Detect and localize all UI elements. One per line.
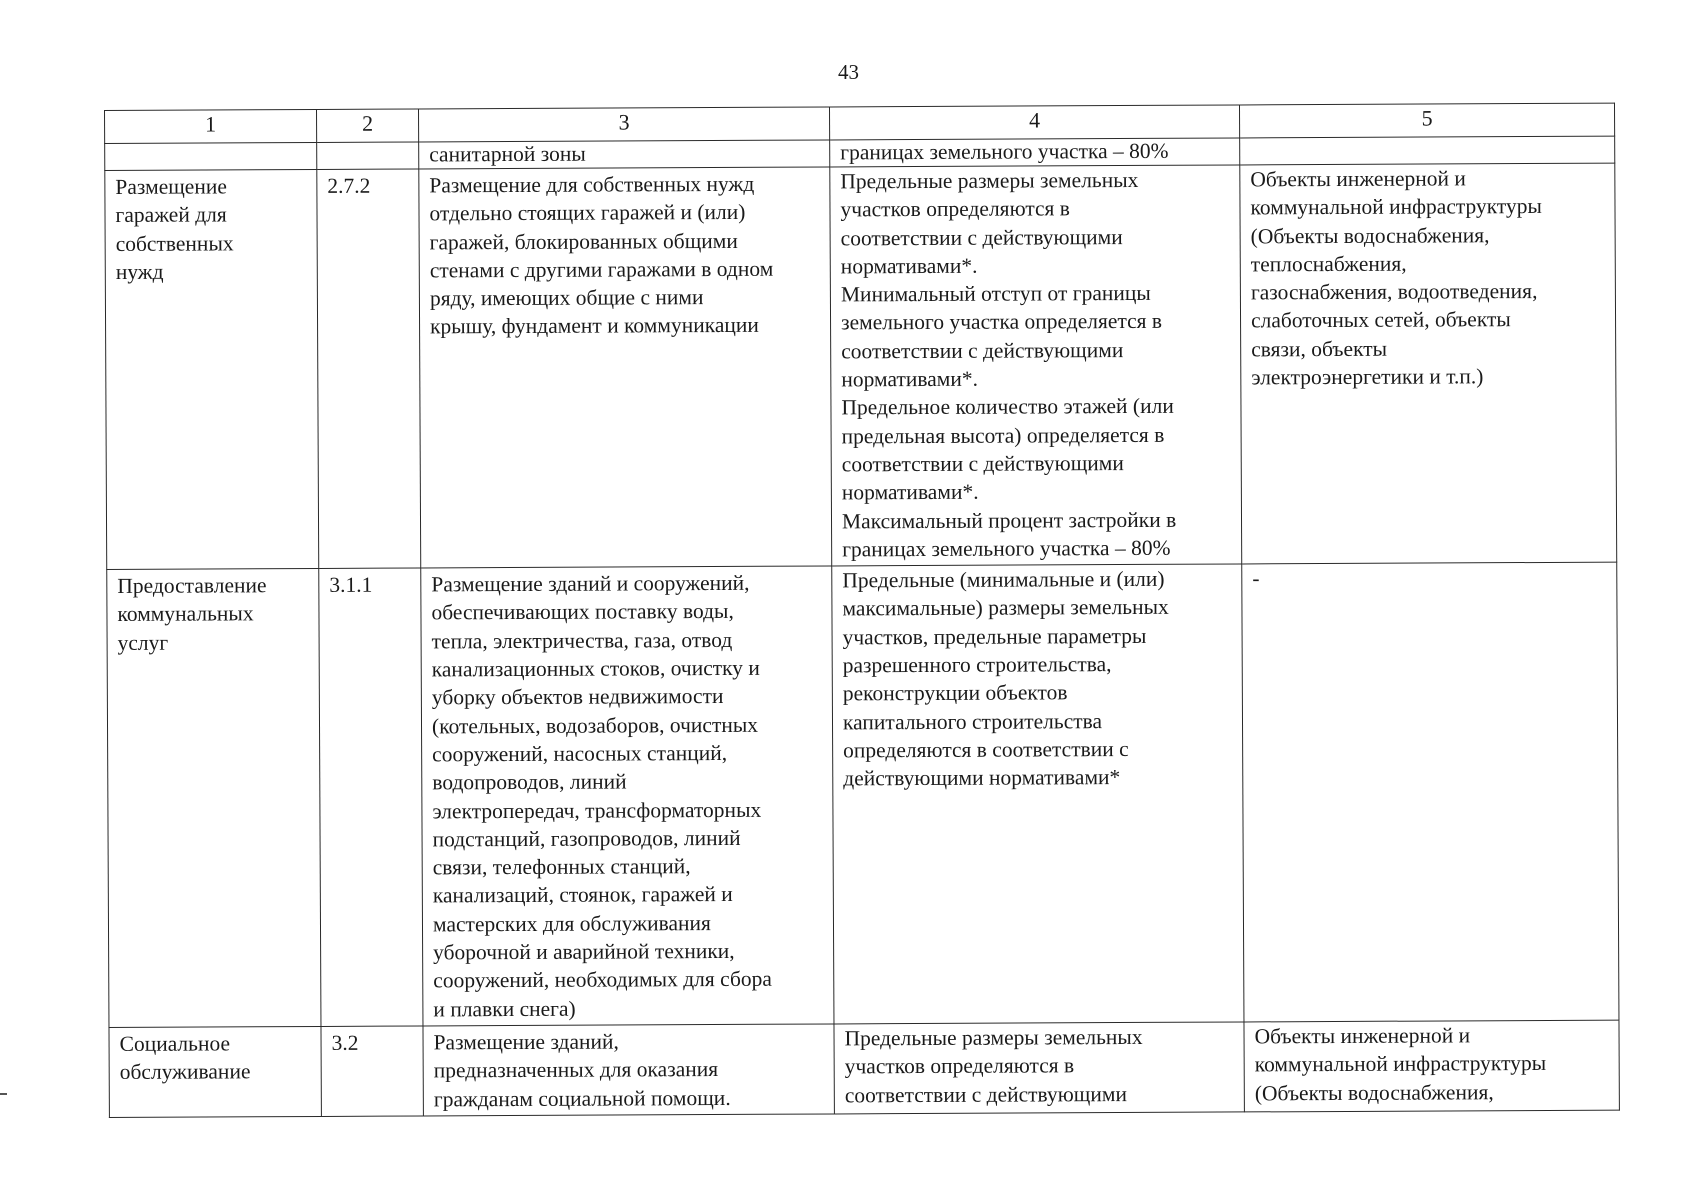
land-use-table [104,103,1620,1118]
cont-auxiliary-cell [1240,136,1615,165]
table-row [107,562,1619,1027]
column-header-2: 2 [316,109,418,142]
cont-description-cell: санитарной зоны [419,140,830,169]
land-use-description: Размещение зданий, предназначенных для оказания гражданам социальной помощи. [423,1024,834,1116]
cont-code-cell [317,142,419,169]
land-use-auxiliary: - [1242,562,1619,1022]
land-use-description: Размещение для собственных нужд отдельно стоящих гаражей и (или) гаражей, блокированных общими стенами с другими гаражами в одном ряду, имеющих общие с ними крышу, фундамент и коммуникации [419,167,832,568]
land-use-description: Размещение зданий и сооружений, обеспечивающих поставку воды, тепла, электричества, газа, отвод канализационных стоков, очистку и уборку объектов недвижимости (котельных, водозаборов, очистных сооружений, насосных станций, водопроводов, линий электропередач, трансформаторных подстанций, газопроводов, линий связи, телефонных станций, канализаций, стоянок, гаражей и мастерских для обслуживания уборочной и аварийной техники, сооружений, необходимых для сбора и плавки снега) [421,566,834,1026]
table-row [105,163,1617,570]
column-header-4: 4 [829,105,1239,140]
land-use-code: 2.7.2 [317,169,421,569]
land-use-name: Размещение гаражей для собственных нужд [105,169,319,569]
land-use-name: Предоставление коммунальных услуг [107,569,321,1028]
column-header-3: 3 [418,107,829,142]
land-use-code: 3.2 [321,1026,423,1116]
land-use-auxiliary: Объекты инженерной и коммунальной инфраструктуры (Объекты водоснабжения, теплоснабжения, газоснабжения, водоотведения, слаботочных сетей, объекты связи, объекты электроэнергетики и т.п.) [1240,163,1617,564]
land-use-parameters: Предельные (минимальные и (или) максимальные) размеры земельных участков, предельные параметры разрешенного строительства, реконструкции объектов капитального строительства определяются в соответствии с действующими нормативами* [832,564,1244,1024]
land-use-code: 3.1.1 [319,568,423,1026]
land-use-parameters: Предельные размеры земельных участков определяются в соответствии с действующими нормативами*. Минимальный отступ от границы земельного участка определяется в соответствии с действующими нормативами*. Предельное количество этажей (или предельная высота) определяется в соответствии с действующими нормативами*. Максимальный процент застройки в границах земельного участка – 80% [830,165,1242,566]
land-use-parameters: Предельные размеры земельных участков определяются в соответствии с действующими [834,1022,1244,1114]
page-number: 43 [838,60,859,84]
cont-parameters-cell: границах земельного участка – 80% [830,138,1240,167]
column-header-5: 5 [1239,103,1614,138]
column-header-1: 1 [105,109,317,143]
scan-edge-mark [0,1093,7,1095]
land-use-auxiliary: Объекты инженерной и коммунальной инфраструктуры (Объекты водоснабжения, [1244,1020,1619,1112]
cont-name-cell [105,142,317,170]
land-use-name: Социальное обслуживание [109,1026,321,1117]
table-row [109,1020,1619,1117]
